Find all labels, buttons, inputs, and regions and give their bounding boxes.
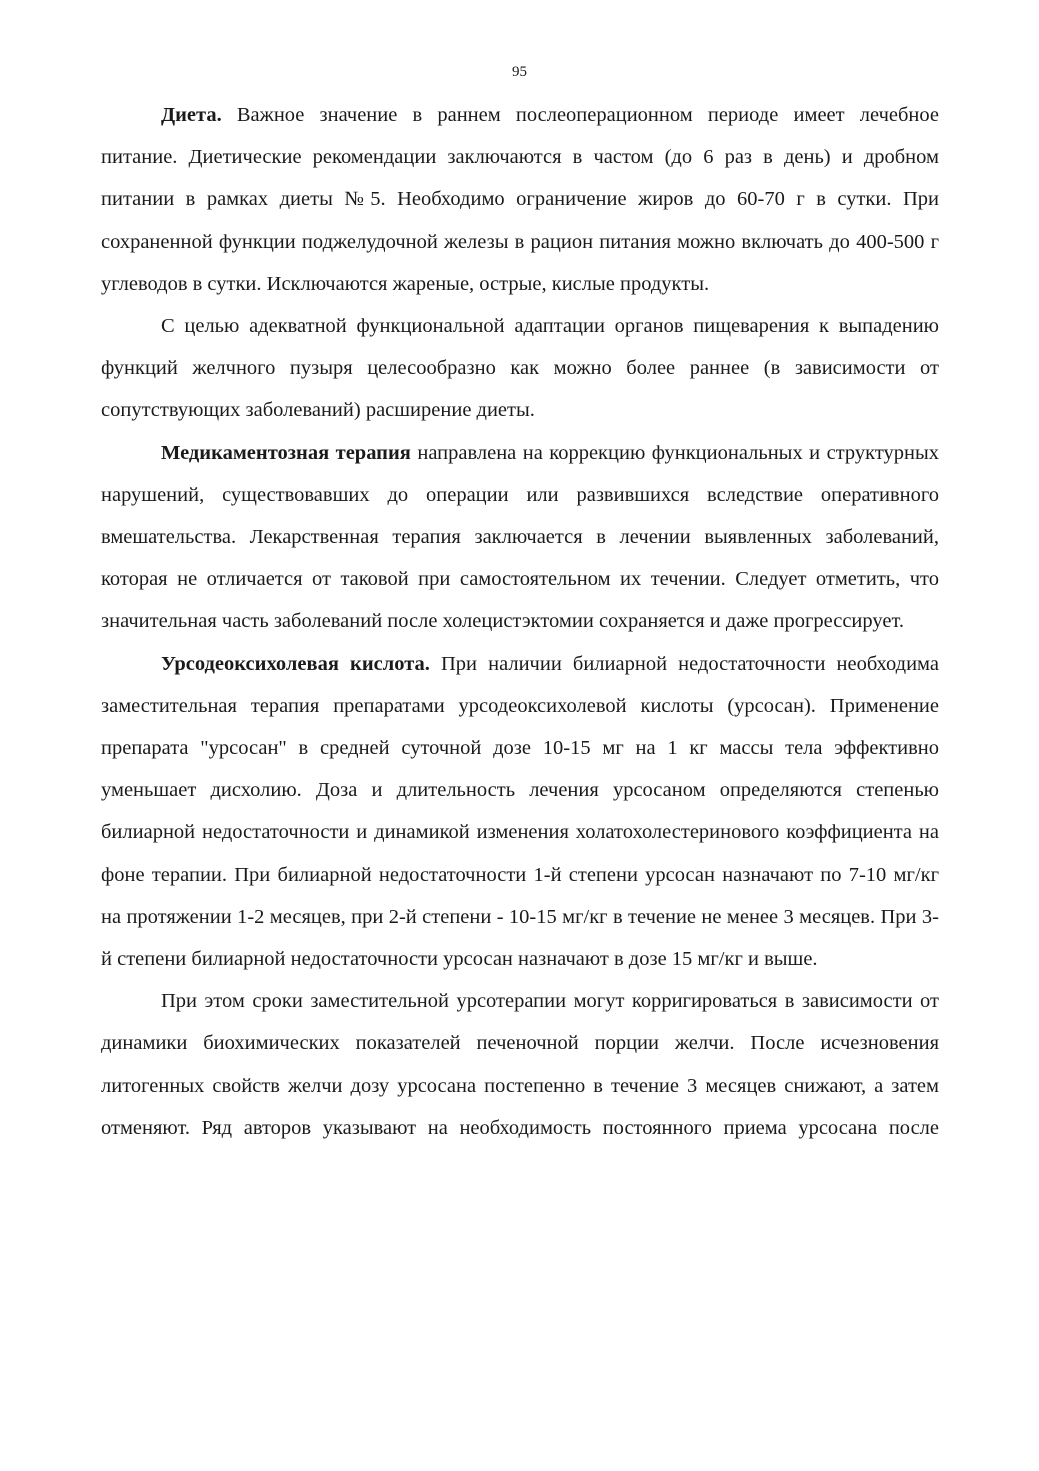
paragraph-text: С целью адекватной функциональной адаптации органов пищеварения к выпадению функций желчного пузыря целесообразно как можно более раннее (в зависимости от сопутствующих заболеваний) расширение диеты.: [101, 315, 939, 422]
paragraph-heading: Диета.: [161, 104, 222, 126]
paragraph-text: Важное значение в раннем послеоперационном периоде имеет лечебное питание. Диетические рекомендации заключаются в частом (до 6 раз в день) и дробном питании в рамках диеты №5. Необходимо ограничение жиров до 60-70 г в сутки. При сохраненной функции поджелудочной железы в рацион питания можно включать до 400-500 г углеводов в сутки. Исключаются жареные, острые, кислые продукты.: [101, 104, 939, 295]
page-body: [101, 94, 939, 1149]
paragraph-text: При наличии билиарной недостаточности необходима заместительная терапия препаратами урсодеоксихолевой кислоты (урсосан). Применение препарата "урсосан" в средней суточной дозе 10-15 мг на 1 кг массы тела эффективно уменьшает дисхолию. Доза и длительность лечения урсосаном определяются степенью билиарной недостаточности и динамикой изменения холатохолестеринового коэффициента на фоне терапии. При билиарной недостаточности 1-й степени урсосан назначают по 7-10 мг/кг на протяжении 1-2 месяцев, при 2-й степени - 10-15 мг/кг в течение не менее 3 месяцев. При 3-й степени билиарной недостаточности урсосан назначают в дозе 15 мг/кг и выше.: [101, 652, 939, 971]
paragraph-heading: Медикаментозная терапия: [161, 441, 411, 464]
paragraph-diet: [101, 94, 939, 305]
paragraph-heading: Урсодеоксихолевая кислота.: [161, 652, 430, 675]
paragraph-text: При этом сроки заместительной урсотерапии могут корригироваться в зависимости от динамики биохимических показателей печеночной порции желчи. После исчезновения литогенных свойств желчи дозу урсосана постепенно в течение 3 месяцев снижают, а затем отменяют. Ряд авторов указывают на необходимость постоянного приема урсосана после: [101, 990, 939, 1139]
paragraph-substitution-terms: [101, 980, 939, 1149]
paragraph-text: направлена на коррекцию функциональных и структурных нарушений, существовавших до операции или развившихся вследствие оперативного вмешательства. Лекарственная терапия заключается в лечении выявленных заболеваний, которая не отличается от таковой при самостоятельном их течении. Следует отметить, что значительная часть заболеваний после холецистэктомии сохраняется и даже прогрессирует.: [101, 441, 940, 633]
paragraph-drug-therapy: [101, 432, 939, 643]
paragraph-adaptation: [101, 305, 939, 432]
paragraph-udca: [101, 643, 939, 981]
page-number: 95: [512, 64, 527, 80]
